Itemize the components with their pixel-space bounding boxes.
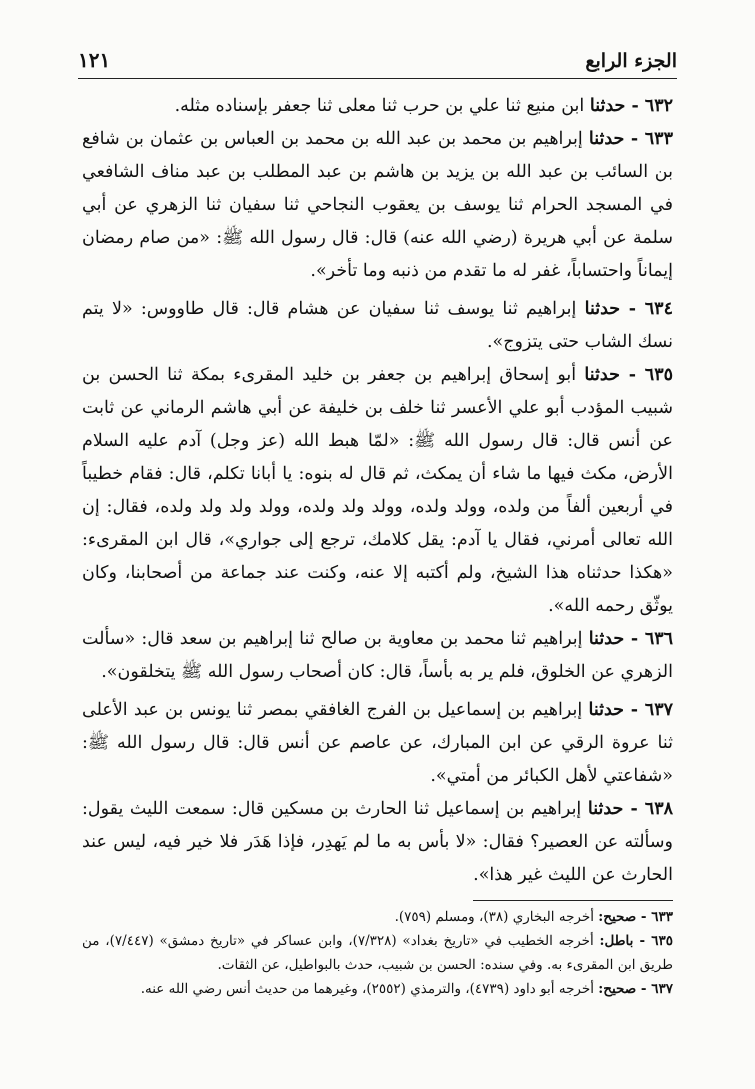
hadith-text: إبراهيم ثنا يوسف ثنا سفيان عن هشام قال: قال طاووس: «لا يتم نسك الشاب حتى يتزوج». [82, 299, 673, 352]
hadith-637 [82, 694, 673, 793]
footnote-text: أخرجه البخاري (٣٨)، ومسلم (٧٥٩). [394, 909, 594, 925]
hadith-number: ٦٣٢ - حدثنا [589, 96, 673, 116]
page-number: ١٢١ [78, 48, 111, 72]
hadith-number: ٦٣٥ - حدثنا [584, 365, 673, 385]
running-title: الجزء الرابع [585, 50, 677, 72]
hadith-633 [82, 123, 673, 288]
hadith-text: إبراهيم بن إسماعيل بن الفرج الغافقي بمصر ثنا يونس بن عبد الأعلى ثنا عروة الرقي عن ابن المبارك، عن عاصم عن أنس قال: قال رسول الله ﷺ: «شفاعتي لأهل الكبائر من أمتي». [82, 700, 673, 786]
hadith-text: إبراهيم بن محمد بن عبد الله بن محمد بن العباس بن عثمان بن شافع بن السائب بن عبد الله بن يزيد بن هاشم بن عبد المطلب بن عبد مناف الشافعي في المسجد الحرام ثنا يوسف بن يعقوب النجاحي ثنا سفيان ثنا الزهري عن أبي سلمة عن أبي هريرة (رضي الله عنه) قال: قال رسول الله ﷺ: «من صام رمضان إيماناً واحتساباً، غفر له ما تقدم من ذنبه وما تأخر». [82, 129, 673, 281]
footnote-lead: ٦٣٣ - صحيح: [598, 909, 673, 925]
hadith-text: إبراهيم بن إسماعيل ثنا الحارث بن مسكين قال: سمعت الليث يقول: وسألته عن العصير؟ فقال: «لا بأس به ما لم يَهدِر، فإذا هَدَر فلا خير فيه، ليس عند الحارث عن الليث غير هذا». [82, 799, 673, 885]
hadith-634 [82, 293, 673, 359]
hadith-number: ٦٣٨ - حدثنا [587, 799, 673, 819]
hadith-number: ٦٣٤ - حدثنا [584, 299, 673, 319]
footnote-text: أخرجه الخطيب في «تاريخ بغداد» (٧/٣٢٨)، وابن عساكر في «تاريخ دمشق» (٧/٤٤٧)، من طريق ابن المقرىء به. وفي سنده: الحسن بن شبيب، حدث بالبواطيل، عن الثقات. [82, 933, 673, 973]
hadith-number: ٦٣٧ - حدثنا [588, 700, 673, 720]
footnote-rule [473, 900, 673, 901]
hadith-number: ٦٣٣ - حدثنا [588, 129, 673, 149]
footnote [82, 905, 673, 929]
hadith-636 [82, 623, 673, 689]
hadith-text: ابن منيع ثنا علي بن حرب ثنا معلى ثنا جعفر بإسناده مثله. [174, 96, 585, 116]
hadith-638 [82, 793, 673, 892]
footnote-lead: ٦٣٧ - صحيح: [598, 981, 673, 997]
hadith-number: ٦٣٦ - حدثنا [588, 629, 674, 649]
hadith-text: إبراهيم ثنا محمد بن معاوية بن صالح ثنا إبراهيم بن سعد قال: «سألت الزهري عن الخلوق، فلم ير به بأساً، قال: كان أصحاب رسول الله ﷺ يتخلقون». [82, 629, 673, 682]
footnote [82, 929, 673, 977]
hadith-text: أبو إسحاق إبراهيم بن جعفر بن خليد المقرىء بمكة ثنا الحسن بن شبيب المؤدب أبو علي الأعسر ثنا خلف بن خليفة عن أبي هاشم الرماني عن ثابت عن أنس قال: قال رسول الله ﷺ: «لمّا هبط الله (عز وجل) آدم عليه السلام الأرض، مكث فيها ما شاء أن يمكث، ثم قال له بنوه: يا أبانا تكلم، قال: فقام خطيباً في أربعين ألفاً من ولده، وولد ولده، وولد ولد ولده، وولد ولد ولد ولده، فقال: إن الله تعالى أمرني، فقال يا آدم: يقل كلامك، ترجع إلى جواري»، قال ابن المقرىء: «هكذا حدثناه هذا الشيخ، ولم أكتبه إلا عنه، وكنت عند جماعة من أصحابنا، وكان يوثّق رحمه الله». [82, 365, 673, 616]
footnotes [82, 905, 673, 1001]
main-text [82, 90, 673, 892]
hadith-632 [82, 90, 673, 123]
hadith-635 [82, 359, 673, 623]
header-rule [78, 78, 677, 79]
running-header [78, 42, 677, 72]
footnote-text: أخرجه أبو داود (٤٧٣٩)، والترمذي (٢٥٥٢)، وغيرهما من حديث أنس رضي الله عنه. [140, 981, 594, 997]
footnote-lead: ٦٣٥ - باطل: [599, 933, 674, 949]
footnote [82, 977, 673, 1001]
